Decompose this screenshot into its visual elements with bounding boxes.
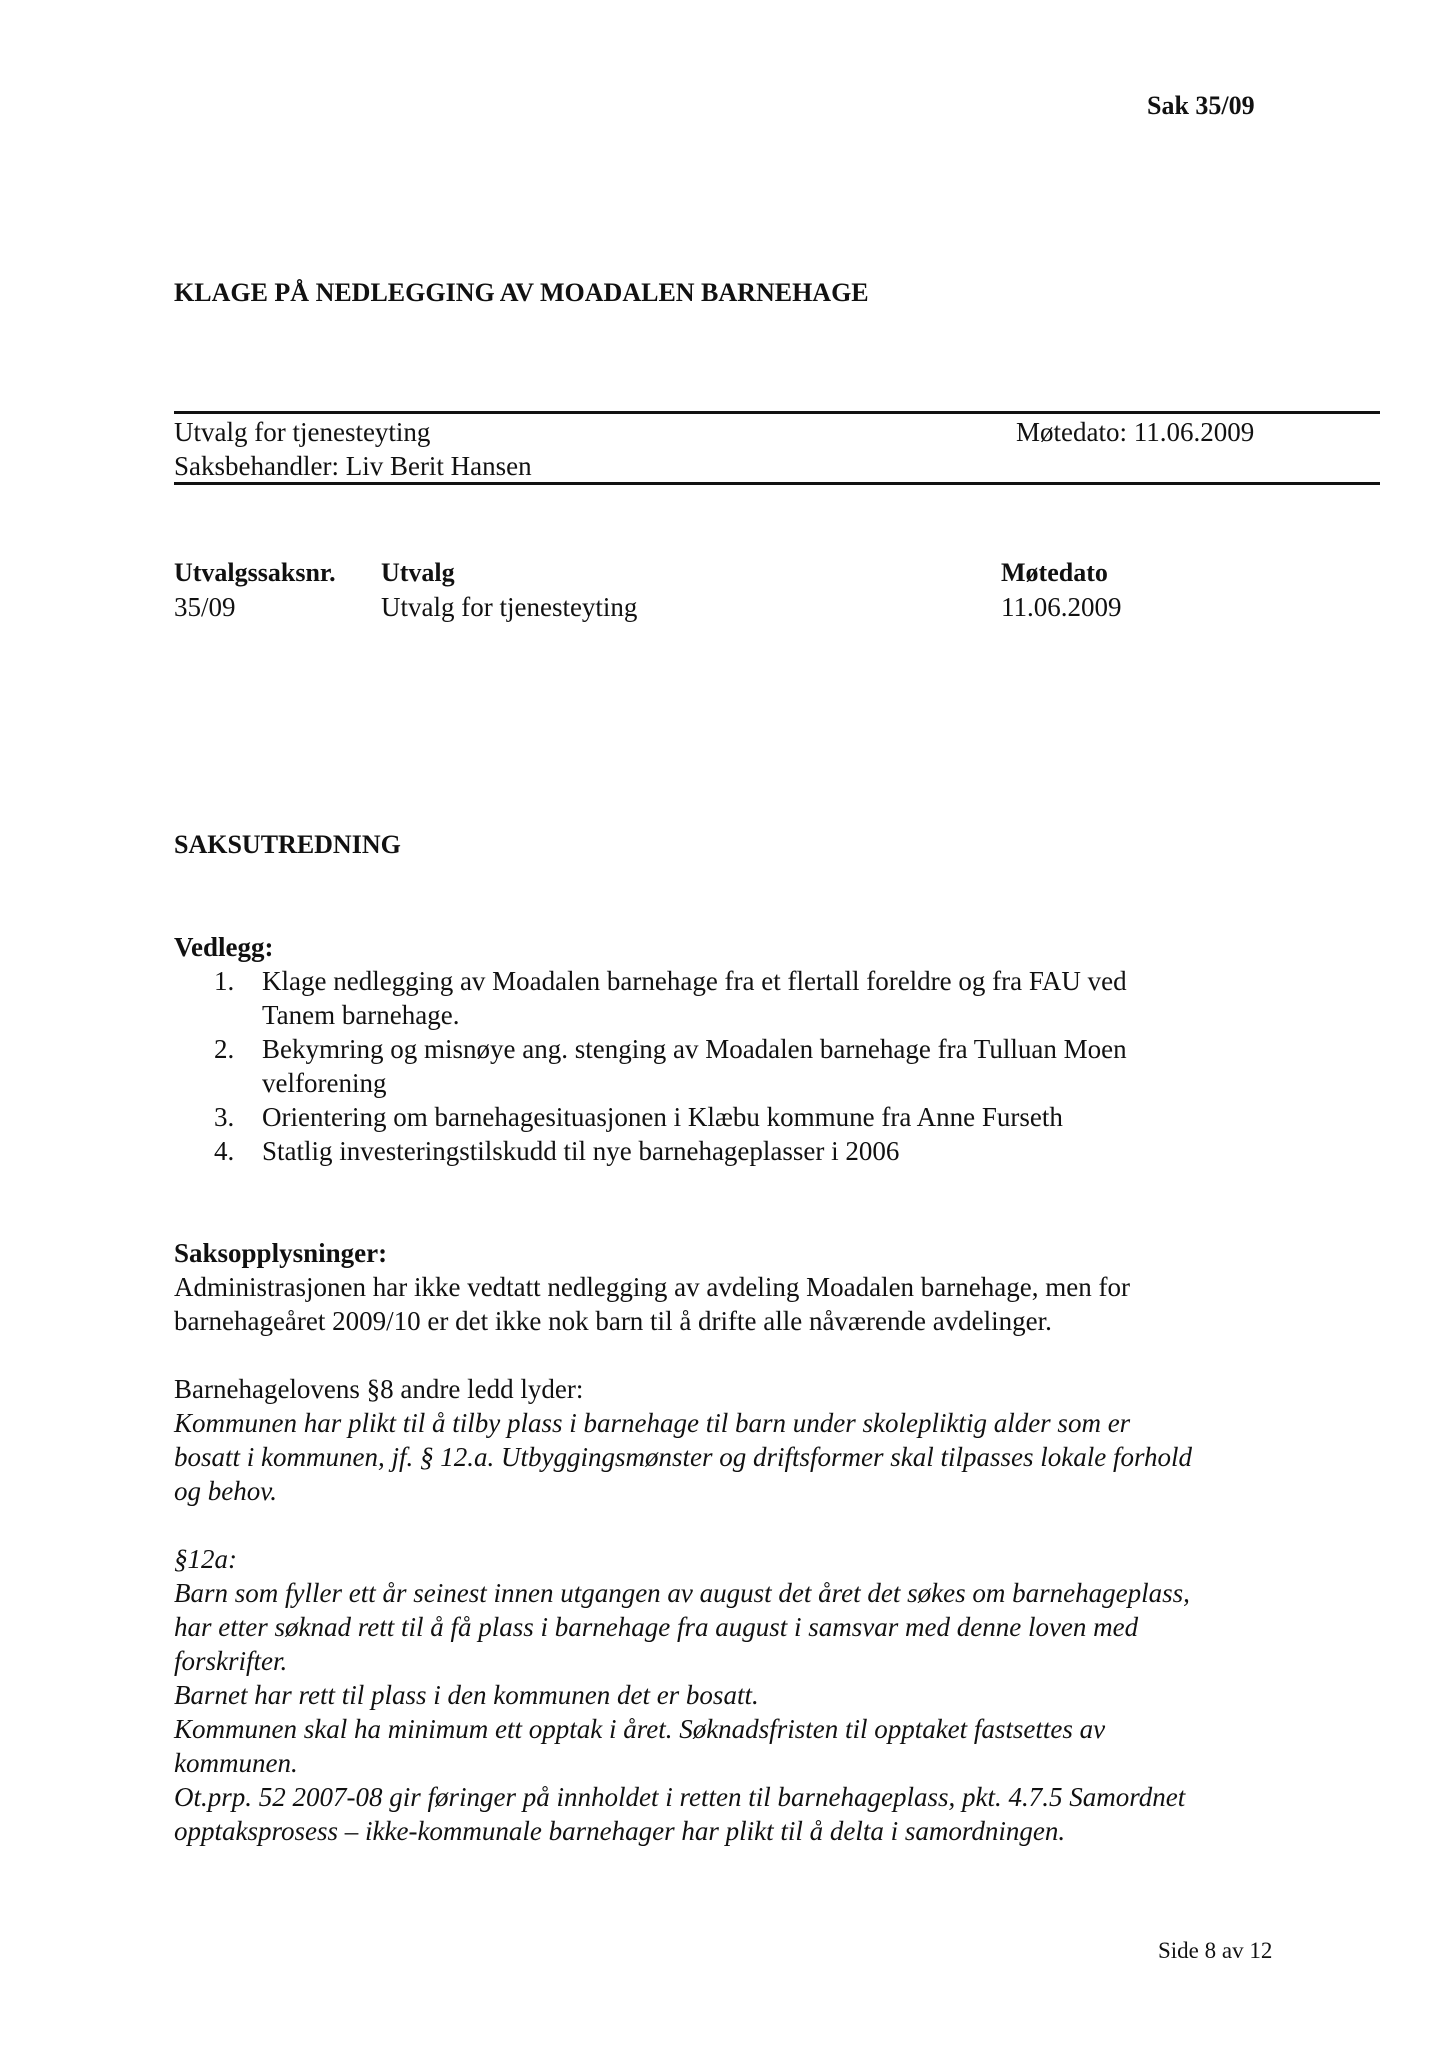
facts-paragraph-line: barnehageåret 2009/10 er det ikke nok barn til å drifte alle nåværende avdelinger. bbox=[174, 1306, 1052, 1336]
facts-heading: Saksopplysninger: bbox=[174, 1238, 388, 1268]
table-cell-case-number: 35/09 bbox=[174, 592, 236, 622]
attachment-text: velforening bbox=[262, 1068, 387, 1098]
attachment-text: Bekymring og misnøye ang. stenging av Moadalen barnehage fra Tulluan Moen bbox=[262, 1034, 1127, 1064]
attachment-text: Tanem barnehage. bbox=[262, 1000, 460, 1030]
top-rule bbox=[174, 411, 1380, 414]
meeting-date: Møtedato: 11.06.2009 bbox=[1016, 417, 1255, 447]
section-12a-heading: §12a: bbox=[174, 1544, 237, 1574]
section-12a-line: har etter søknad rett til å få plass i barnehage fra august i samsvar med denne loven med bbox=[174, 1612, 1139, 1642]
section-12a-line: opptaksprosess – ikke-kommunale barnehager har plikt til å delta i samordningen. bbox=[174, 1816, 1066, 1846]
document-title: KLAGE PÅ NEDLEGGING AV MOADALEN BARNEHAGE bbox=[174, 278, 869, 307]
bottom-rule bbox=[174, 482, 1380, 485]
section-12a-line: kommunen. bbox=[174, 1748, 298, 1778]
attachments-heading: Vedlegg: bbox=[174, 932, 274, 962]
attachment-number: 3. bbox=[214, 1102, 235, 1132]
attachment-text: Statlig investeringstilskudd til nye barnehageplasser i 2006 bbox=[262, 1136, 900, 1166]
law-quote-line: og behov. bbox=[174, 1476, 277, 1506]
table-cell-meeting-date: 11.06.2009 bbox=[1001, 592, 1122, 622]
law-quote-line: bosatt i kommunen, jf. § 12.a. Utbyggingsmønster og driftsformer skal tilpasses lokale forhold bbox=[174, 1442, 1192, 1472]
attachment-number: 2. bbox=[214, 1034, 235, 1064]
attachment-number: 4. bbox=[214, 1136, 235, 1166]
case-reference: Sak 35/09 bbox=[1147, 91, 1255, 120]
section-title: SAKSUTREDNING bbox=[174, 830, 401, 859]
section-12a-line: forskrifter. bbox=[174, 1646, 288, 1676]
section-12a-line: Kommunen skal ha minimum ett opptak i året. Søknadsfristen til opptaket fastsettes av bbox=[174, 1714, 1106, 1744]
section-12a-line: Barnet har rett til plass i den kommunen det er bosatt. bbox=[174, 1680, 759, 1710]
attachment-text: Orientering om barnehagesituasjonen i Klæbu kommune fra Anne Furseth bbox=[262, 1102, 1063, 1132]
section-12a-line: Ot.prp. 52 2007-08 gir føringer på innholdet i retten til barnehageplass, pkt. 4.7.5 Samordnet bbox=[174, 1782, 1186, 1812]
attachment-number: 1. bbox=[214, 966, 235, 996]
table-header-case-number: Utvalgssaksnr. bbox=[174, 558, 336, 587]
table-header-committee: Utvalg bbox=[381, 558, 455, 587]
table-cell-committee: Utvalg for tjenesteyting bbox=[381, 592, 638, 622]
facts-paragraph-line: Administrasjonen har ikke vedtatt nedlegging av avdeling Moadalen barnehage, men for bbox=[174, 1272, 1130, 1302]
section-12a-line: Barn som fyller ett år seinest innen utgangen av august det året det søkes om barnehageplass, bbox=[174, 1578, 1190, 1608]
law-quote-line: Kommunen har plikt til å tilby plass i barnehage til barn under skolepliktig alder som er bbox=[174, 1408, 1131, 1438]
attachment-text: Klage nedlegging av Moadalen barnehage fra et flertall foreldre og fra FAU ved bbox=[262, 966, 1127, 996]
page-number: Side 8 av 12 bbox=[1158, 1938, 1273, 1963]
committee-name: Utvalg for tjenesteyting bbox=[174, 417, 431, 447]
law-intro: Barnehagelovens §8 andre ledd lyder: bbox=[174, 1374, 584, 1404]
table-header-meeting-date: Møtedato bbox=[1001, 558, 1108, 587]
case-officer: Saksbehandler: Liv Berit Hansen bbox=[174, 451, 532, 481]
